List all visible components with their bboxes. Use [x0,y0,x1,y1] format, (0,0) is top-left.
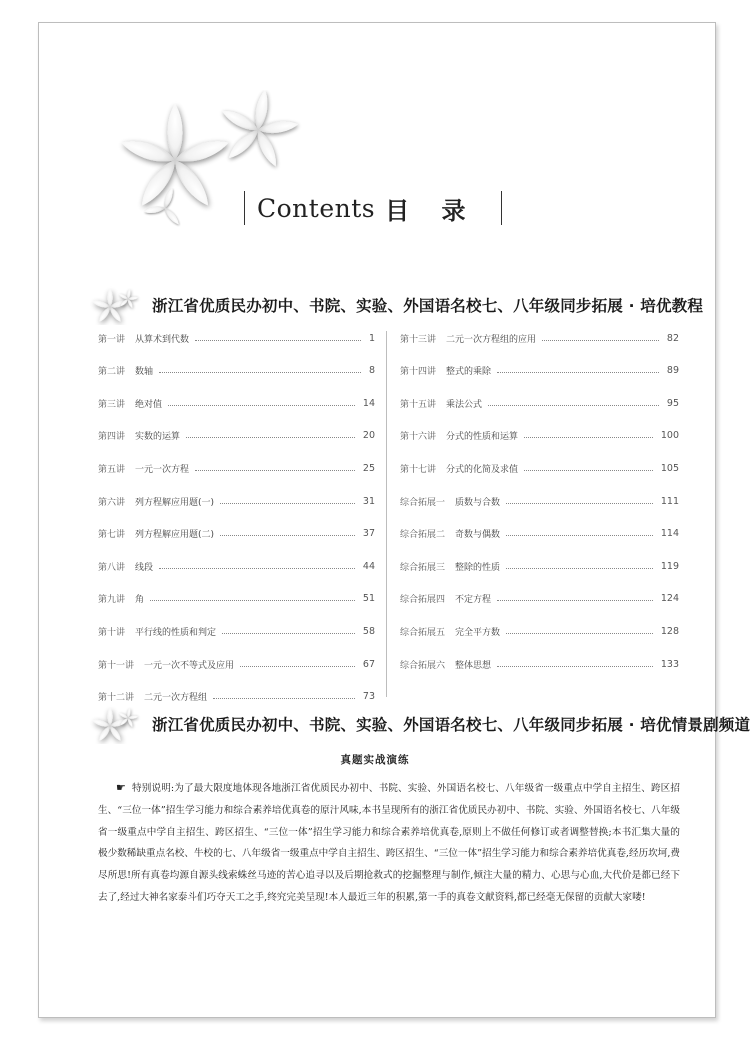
toc-lecture-number: 第十三讲 [400,334,437,345]
toc-entry[interactable] [400,330,679,346]
toc-page-number: 133 [660,658,679,670]
toc-entry-title: 质数与合数 [455,497,501,508]
toc-entry-title: 分式的性质和运算 [446,432,519,443]
toc-leader-dots [195,340,361,341]
toc-entry-title: 整体思想 [455,660,492,671]
toc-leader-dots [213,698,355,699]
toc-entry[interactable] [400,623,679,639]
toc-page-number: 44 [362,560,375,572]
toc-entry-title: 分式的化简及求值 [446,464,519,475]
toc-page-number: 124 [660,593,679,605]
exam-subtitle: 真题实战演练 [340,754,410,766]
toc-page-number: 20 [362,430,375,442]
toc-lecture-number: 第五讲 [98,464,126,475]
toc-leader-dots [222,633,355,634]
special-note [98,777,680,909]
pointing-hand-icon: ☛ [116,781,126,794]
toc-lecture-number: 第十五讲 [400,399,437,410]
toc-page-number: 105 [660,462,679,474]
toc-lecture-number: 综合拓展一 [400,497,446,508]
page-title [244,188,502,228]
toc-entry[interactable] [400,526,679,542]
toc-entry[interactable] [98,460,375,476]
toc-entry[interactable] [98,656,375,672]
toc-entry[interactable] [400,460,679,476]
toc-lecture-number: 第七讲 [98,530,126,541]
toc-leader-dots [159,372,361,373]
toc-lecture-number: 综合拓展五 [400,627,446,638]
toc-lecture-number: 第十二讲 [98,693,135,704]
toc-page-number: 95 [666,397,679,409]
toc-leader-dots [497,666,653,667]
toc-page-number: 37 [362,528,375,540]
toc-page-number: 119 [660,560,679,572]
title-mulu: 目 录 [385,196,478,225]
toc-leader-dots [506,535,653,536]
toc-entry[interactable] [400,363,679,379]
toc-leader-dots [497,600,653,601]
toc-leader-dots [168,405,355,406]
toc-leader-dots [524,470,653,471]
toc-leader-dots [220,503,355,504]
toc-lecture-number: 综合拓展六 [400,660,446,671]
toc-entry-title: 完全平方数 [455,627,501,638]
toc-entry[interactable] [400,656,679,672]
toc-entry[interactable] [98,558,375,574]
toc-page-number: 128 [660,625,679,637]
toc-entry[interactable] [400,493,679,509]
toc-entry-title: 整除的性质 [455,562,501,573]
toc-leader-dots [240,666,355,667]
toc-entry[interactable] [98,689,375,705]
toc-page-number: 114 [660,528,679,540]
toc-lecture-number: 第十四讲 [400,367,437,378]
toc-page-number: 111 [660,495,679,507]
toc-entry-title: 奇数与偶数 [455,530,501,541]
section-title: 浙江省优质民办初中、书院、实验、外国语名校七、八年级同步拓展 · 培优教程 [152,297,704,315]
toc-entry-title: 二元一次方程组的应用 [446,334,537,345]
toc-entry[interactable] [98,591,375,607]
toc-page-number: 14 [362,397,375,409]
toc-entry[interactable] [98,363,375,379]
title-divider-right [501,191,502,225]
toc-leader-dots [497,372,659,373]
toc-entry[interactable] [400,428,679,444]
toc-entry-title: 绝对值 [135,399,163,410]
toc-page-number: 8 [368,365,375,377]
toc-lecture-number: 第一讲 [98,334,126,345]
toc-leader-dots [506,568,653,569]
toc-page-number: 73 [362,691,375,703]
toc-page-number: 31 [362,495,375,507]
flower-icon [90,704,142,744]
toc-page-number: 25 [362,462,375,474]
toc-entry-title: 从算术到代数 [135,334,190,345]
title-contents: Contents [257,193,376,223]
toc-page-number: 89 [666,365,679,377]
special-note-text: 特别说明:为了最大限度地体现各地浙江省优质民办初中、书院、实验、外国语名校七、八年级省一级重点中学自主招生、跨区招生、“三位一体”招生学习能力和综合素养培优真卷的原汁风味,本书呈现所有的浙江省优质民办初中、书院、实验、外国语名校七、八年级省一级重点中学自主招生、跨区招生、“三位一体”招生学习能力和综合素养培优真卷,原则上不做任何修订或者调整替换;本书汇集大量的极少数稀缺重点名校、牛校的七、八年级省一级重点中学自主招生、跨区招生、“三位一体”招生学习能力和综合素养培优真卷,经历坎坷,费尽所思!所有真卷均源自源头线索蛛丝马迹的苦心追寻以及后期抢救式的挖掘整理与制作,倾注大量的精力、心思与心血,大代价是都已经下去了,经过大神名家泰斗们巧夺天工之手,终究完美呈现!本人最近三年的积累,第一手的真卷文献资料,都已经毫无保留的贡献大家喽! [98,783,680,903]
toc-entry[interactable] [400,395,679,411]
toc-entry[interactable] [98,526,375,542]
toc-entry-title: 角 [135,595,145,606]
toc-page-number: 1 [368,332,375,344]
toc-entry-title: 乘法公式 [446,399,483,410]
section-heading-tutorial [90,285,704,325]
toc-entry[interactable] [98,493,375,509]
toc-lecture-number: 第十六讲 [400,432,437,443]
toc-leader-dots [159,568,355,569]
toc-page-number: 58 [362,625,375,637]
toc-lecture-number: 综合拓展二 [400,530,446,541]
toc-lecture-number: 第八讲 [98,562,126,573]
toc-page-number: 67 [362,658,375,670]
toc-entry-title: 一元一次方程 [135,464,190,475]
toc-leader-dots [488,405,659,406]
toc-lecture-number: 第六讲 [98,497,126,508]
toc-lecture-number: 综合拓展四 [400,595,446,606]
toc-entry-title: 平行线的性质和判定 [135,627,217,638]
toc-entry[interactable] [98,428,375,444]
toc-leader-dots [506,633,653,634]
section-title: 浙江省优质民办初中、书院、实验、外国语名校七、八年级同步拓展 · 培优情景剧频道 [152,716,750,734]
toc-entry-title: 线段 [135,562,154,573]
toc-lecture-number: 第四讲 [98,432,126,443]
toc-entry-title: 二元一次方程组 [144,693,208,704]
toc-entry-title: 不定方程 [455,595,492,606]
toc-entry-title: 实数的运算 [135,432,181,443]
toc-lecture-number: 第十七讲 [400,464,437,475]
title-divider-left [244,191,245,225]
toc-leader-dots [524,437,653,438]
toc-lecture-number: 第三讲 [98,399,126,410]
toc-entry-title: 整式的乘除 [446,367,492,378]
section-heading-exam [90,704,750,744]
toc-leader-dots [506,503,653,504]
toc-entry-title: 一元一次不等式及应用 [144,660,235,671]
toc-lecture-number: 第十一讲 [98,660,135,671]
toc-page-number: 51 [362,593,375,605]
toc-entry-title: 数轴 [135,367,154,378]
toc-entry[interactable] [98,395,375,411]
toc-leader-dots [150,600,355,601]
toc-column-divider [386,331,387,697]
toc-leader-dots [186,437,355,438]
toc-entry[interactable] [98,330,375,346]
toc-leader-dots [220,535,355,536]
toc-lecture-number: 综合拓展三 [400,562,446,573]
toc-entry-title: 列方程解应用题(一) [135,497,215,508]
toc-entry[interactable] [98,623,375,639]
toc-page-number: 82 [666,332,679,344]
toc-entry[interactable] [400,558,679,574]
toc-leader-dots [542,340,659,341]
toc-leader-dots [195,470,355,471]
toc-lecture-number: 第二讲 [98,367,126,378]
toc-lecture-number: 第九讲 [98,595,126,606]
toc-page-number: 100 [660,430,679,442]
toc-entry-title: 列方程解应用题(二) [135,530,215,541]
toc-entry[interactable] [400,591,679,607]
flower-icon [90,285,142,325]
toc-lecture-number: 第十讲 [98,627,126,638]
